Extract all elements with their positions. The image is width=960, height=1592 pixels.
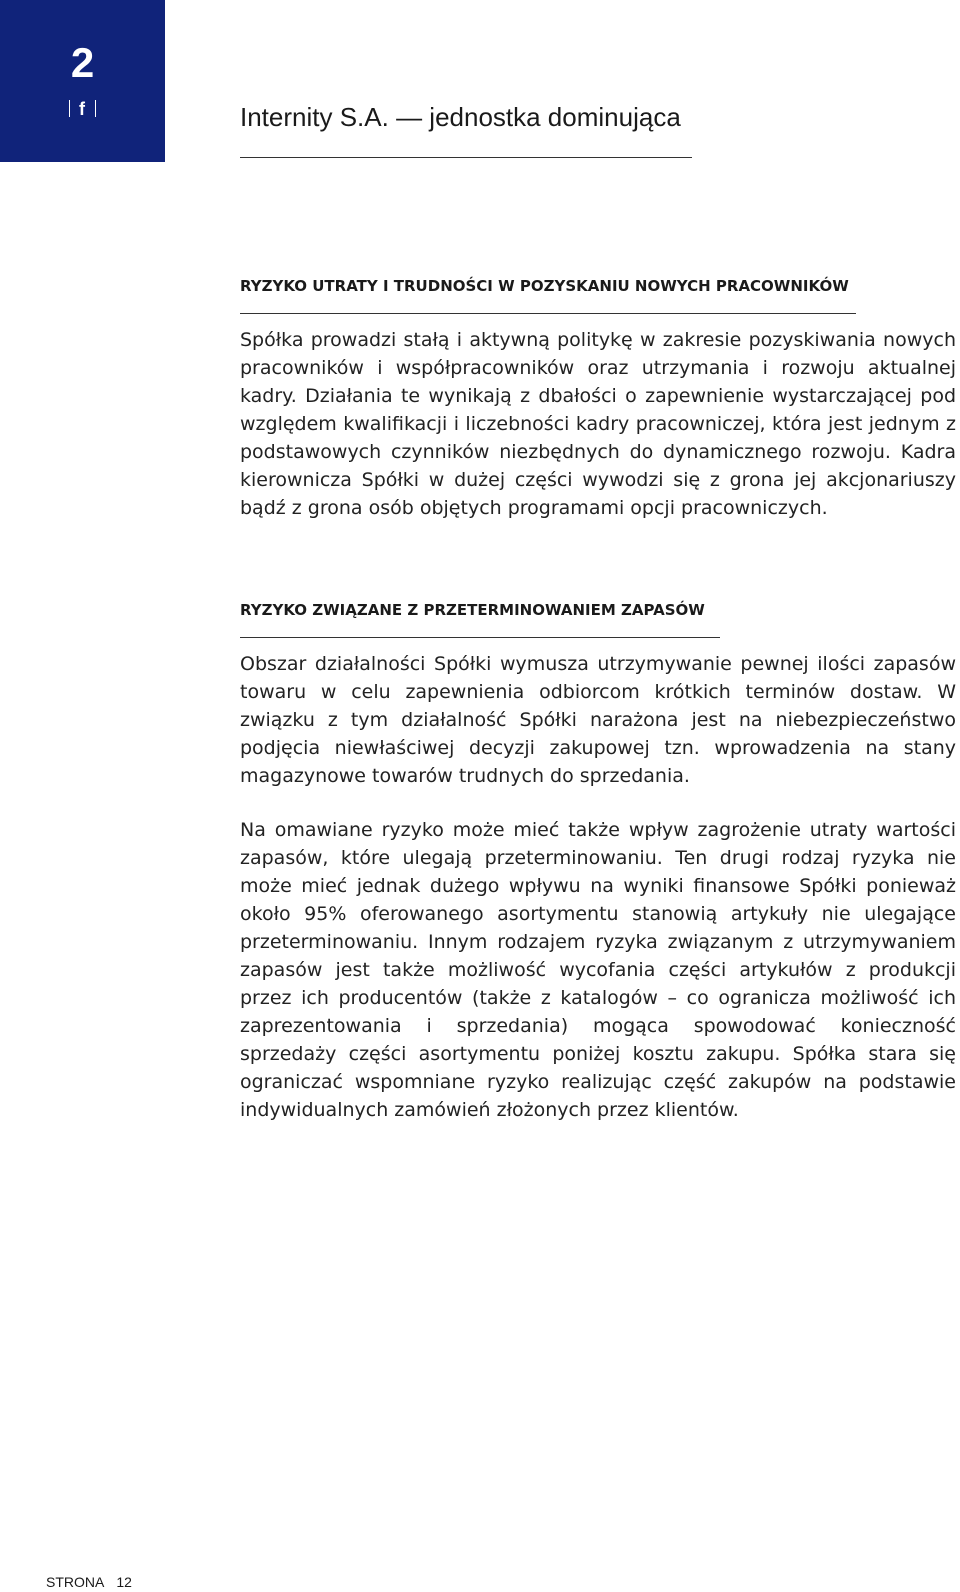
paragraph-inventory-risk-2: Na omawiane ryzyko może mieć także wpływ zagrożenie utraty wartości zapasów, które ulegają przeterminowaniu. Ten drugi rodzaj ryzyka nie może mieć jednak dużego wpływu na wyniki finansowe Spółki ponieważ około 95% oferowanego asortymentu stanowią artykuły nie ulegające przeterminowaniu. Innym rodzajem ryzyka związanym z utrzymywaniem zapasów jest także możliwość wycofania części artykułów z produkcji przez ich producentów (także z katalogów – co ogranicza możliwość ich zaprezentowania i sprzedania) mogąca spowodować konieczność sprzedaży części asortymentu poniżej kosztu zakupu. Spółka stara się ograniczać wspomniane ryzyko realizując część zakupów na podstawie indywidualnych zamówień złożonych przez klientów. — [240, 819, 956, 1121]
chapter-letter: f — [79, 99, 86, 119]
page-number: 12 — [116, 1574, 132, 1590]
section-underline-staff-risk — [240, 313, 856, 314]
section-heading-inventory-risk: RYZYKO ZWIĄZANE Z PRZETERMINOWANIEM ZAPASÓW — [240, 601, 705, 619]
left-divider-bar — [69, 100, 70, 117]
chapter-letter-group — [0, 100, 165, 118]
paragraph-inventory-risk-1: Obszar działalności Spółki wymusza utrzymywanie pewnej ilości zapasów towaru w celu zapewnienia odbiorcom krótkich terminów dostaw. W związku z tym działalność Spółki narażona jest na niebezpieczeństwo podjęcia niewłaściwej decyzji zakupowej tzn. wprowadzenia na stany magazynowe towarów trudnych do sprzedania. — [240, 653, 956, 787]
page-title: Internity S.A. — jednostka dominująca — [240, 102, 681, 132]
right-divider-bar — [95, 100, 96, 117]
section-heading-staff-risk: RYZYKO UTRATY I TRUDNOŚCI W POZYSKANIU NOWYCH PRACOWNIKÓW — [240, 277, 849, 295]
paragraph-staff-risk: Spółka prowadzi stałą i aktywną politykę w zakresie pozyskiwania nowych pracowników i współpracowników oraz utrzymania i rozwoju aktualnej kadry. Działania te wynikają z dbałości o zapewnienie wystarczającej pod względem kwalifikacji i liczebności kadry pracowniczej, która jest jednym z podstawowych czynników niezbędnych do dynamicznego rozwoju. Kadra kierownicza Spółki w dużej części wywodzi się z grona jej akcjonariuszy bądź z grona osób objętych programami opcji pracowniczych. — [240, 329, 956, 519]
page-footer — [46, 1575, 132, 1589]
section-underline-inventory-risk — [240, 637, 720, 638]
title-underline — [240, 157, 692, 158]
chapter-number: 2 — [70, 39, 95, 86]
chapter-badge — [0, 0, 165, 162]
footer-label: STRONA — [46, 1574, 105, 1590]
